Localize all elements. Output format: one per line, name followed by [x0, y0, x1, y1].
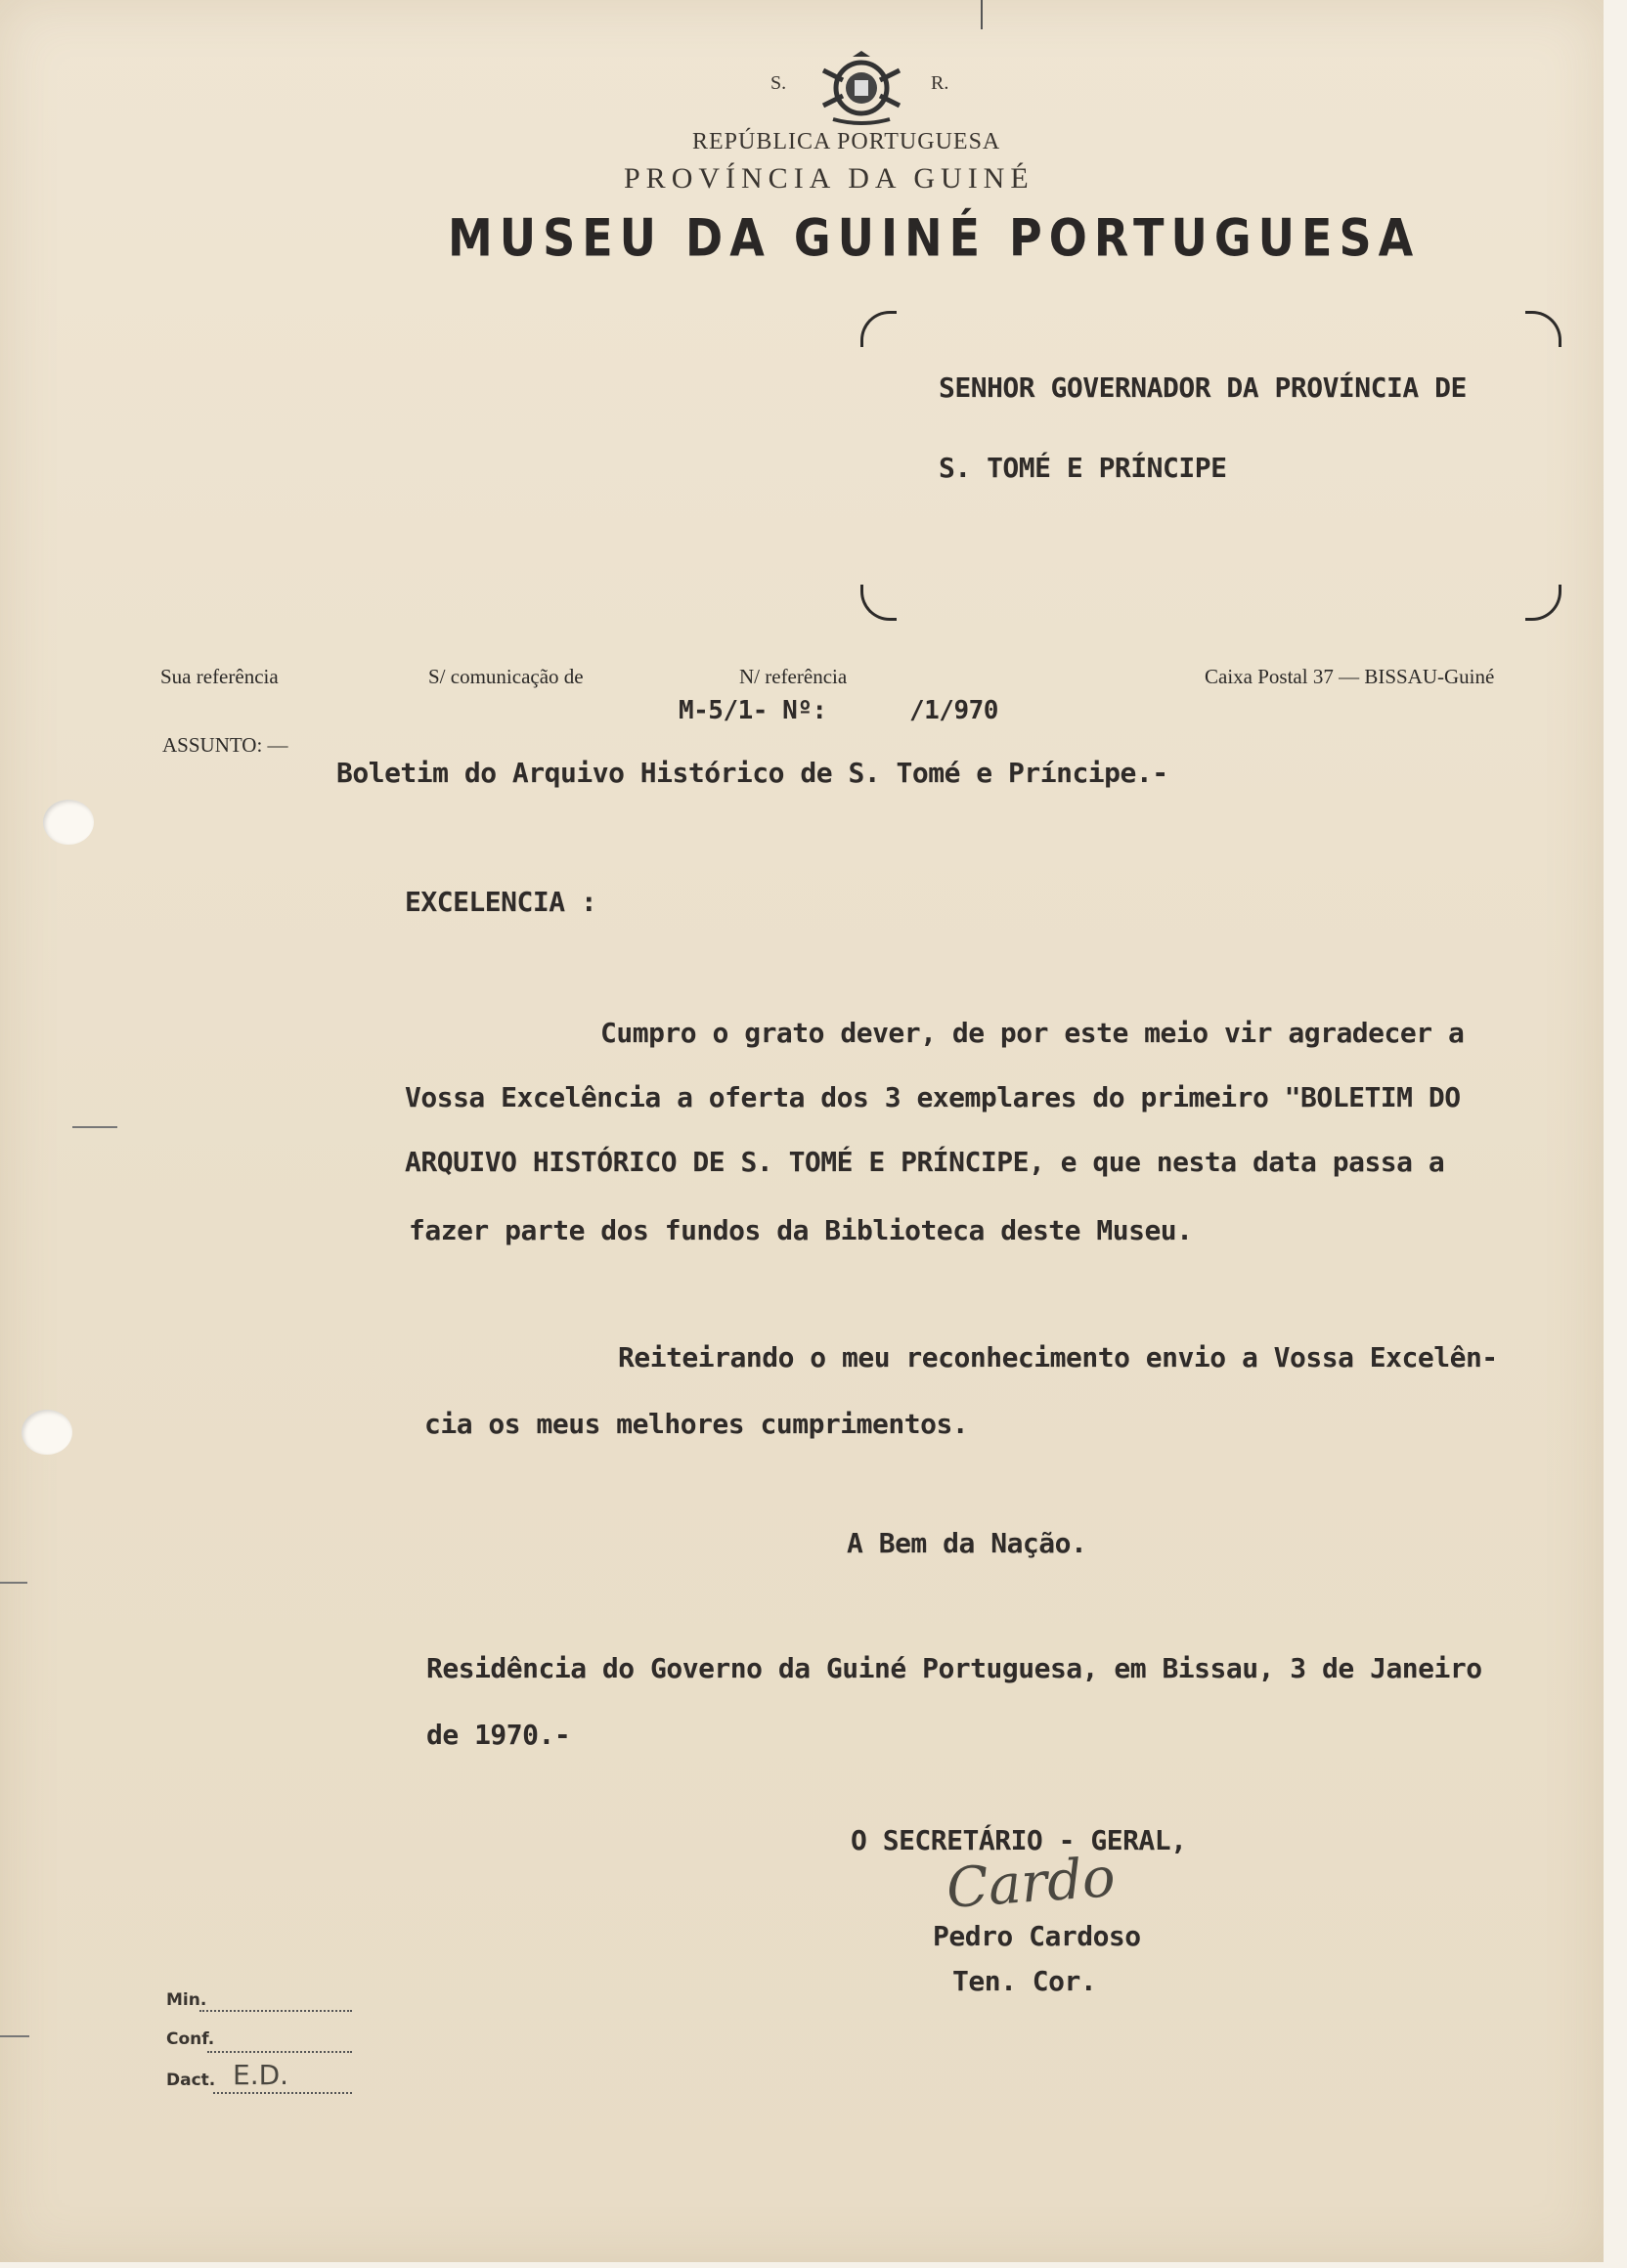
conf-label: Conf. [166, 2029, 215, 2049]
scan-border-right [1604, 0, 1627, 2268]
signatory-rank: Ten. Cor. [952, 1965, 1097, 1997]
comunicacao-label: S/ comunicação de [428, 665, 584, 688]
body-line: fazer parte dos fundos da Biblioteca deste Museu. [409, 1214, 1193, 1246]
r-mark: R. [931, 72, 949, 94]
province-heading: PROVÍNCIA DA GUINÉ [624, 162, 1034, 195]
reference-number: M-5/1- Nº: [679, 696, 827, 725]
caixa-postal-label: Caixa Postal 37 — BISSAU-Guiné [1205, 665, 1495, 688]
s-mark: S. [770, 72, 787, 94]
top-fold-mark [981, 0, 983, 29]
place-date-line: de 1970.- [426, 1719, 571, 1751]
scan-border-bottom [0, 2262, 1627, 2268]
dact-line [213, 2092, 352, 2094]
coat-of-arms-icon [814, 51, 909, 125]
margin-tick [0, 1582, 27, 1584]
closing-line: A Bem da Nação. [847, 1527, 1087, 1559]
n-referencia-label: N/ referência [739, 665, 848, 688]
signatory-name: Pedro Cardoso [933, 1920, 1141, 1952]
salutation: EXCELENCIA : [405, 886, 597, 918]
addressee-line-2: S. TOMÉ E PRÍNCIPE [939, 452, 1227, 484]
museum-heading: MUSEU DA GUINÉ PORTUGUESA [448, 207, 1421, 269]
dact-initials: E.D. [233, 2059, 289, 2091]
dact-label: Dact. [166, 2071, 216, 2090]
subject-text: Boletim do Arquivo Histórico de S. Tomé e Príncipe.- [336, 757, 1168, 789]
body-line: Reiteirando o meu reconhecimento envio a Vossa Excelên- [618, 1341, 1498, 1374]
margin-tick [0, 2035, 29, 2037]
sua-referencia-label: Sua referência [160, 665, 279, 688]
assunto-label: ASSUNTO: — [162, 733, 288, 757]
body-line: Vossa Excelência a oferta dos 3 exemplares do primeiro "BOLETIM DO [405, 1081, 1461, 1113]
place-date-line: Residência do Governo da Guiné Portuguesa, em Bissau, 3 de Janeiro [426, 1652, 1482, 1684]
min-label: Min. [166, 1990, 207, 2010]
margin-tick [72, 1126, 117, 1128]
punch-hole-bottom [22, 1410, 72, 1455]
punch-hole-top [43, 800, 94, 845]
reference-year: /1/970 [909, 696, 998, 725]
handwritten-signature: Cardo [944, 1846, 1118, 1921]
addressee-line-1: SENHOR GOVERNADOR DA PROVÍNCIA DE [939, 371, 1467, 404]
body-line: Cumpro o grato dever, de por este meio vir agradecer a [600, 1017, 1465, 1049]
conf-line [207, 2051, 352, 2053]
body-line: cia os meus melhores cumprimentos. [424, 1408, 969, 1440]
republic-heading: REPÚBLICA PORTUGUESA [692, 129, 1001, 154]
min-line [199, 2010, 352, 2012]
signatory-title: O SECRETÁRIO - GERAL, [851, 1824, 1187, 1856]
body-line: ARQUIVO HISTÓRICO DE S. TOMÉ E PRÍNCIPE, e que nesta data passa a [405, 1146, 1445, 1178]
